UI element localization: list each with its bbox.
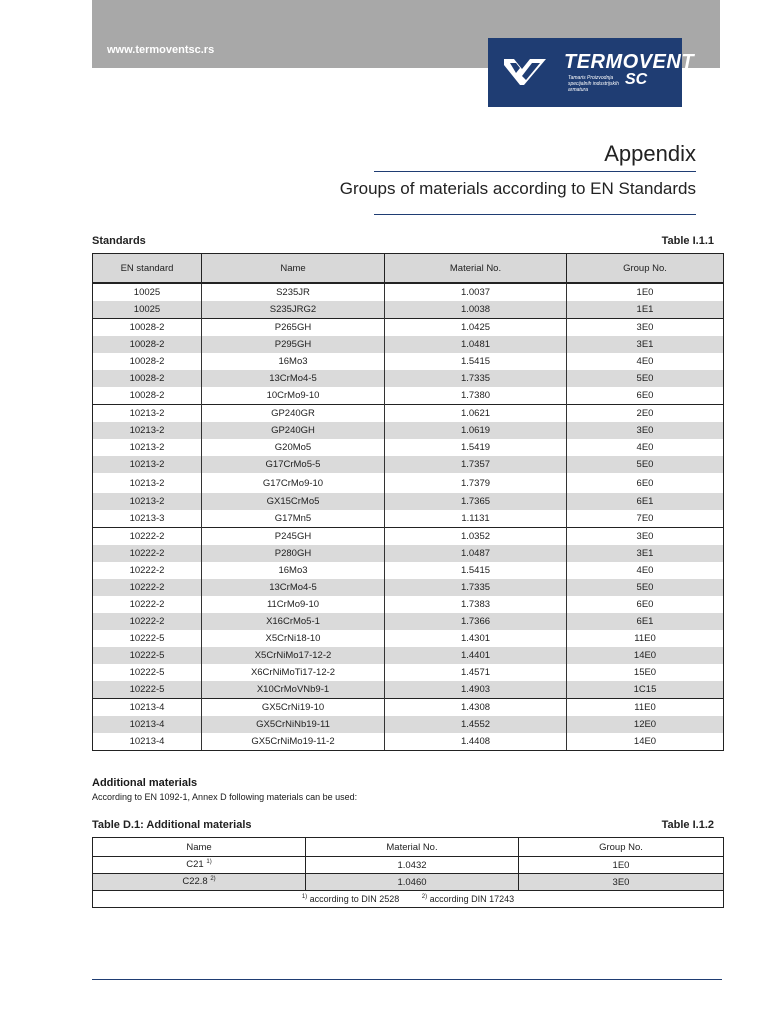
cell-en-standard: 10213-2 [93, 493, 202, 510]
cell-en-standard: 10025 [93, 283, 202, 301]
cell-name: 13CrMo4-5 [202, 579, 385, 596]
cell-material-no: 1.7335 [385, 579, 567, 596]
cell-name: X10CrMoVNb9-1 [202, 681, 385, 699]
cell-group-no: 3E1 [567, 545, 724, 562]
cell-name: G17Mn5 [202, 510, 385, 528]
cell-en-standard: 10213-2 [93, 473, 202, 493]
table-row [93, 283, 724, 301]
cell-name: X5CrNi18-10 [202, 630, 385, 647]
cell-material-no: 1.4552 [385, 716, 567, 733]
standards-caption: Standards [92, 235, 146, 247]
cell-material-no: 1.7383 [385, 596, 567, 613]
footer-rule [92, 979, 722, 980]
col-header-material-no: Material No. [385, 254, 567, 284]
table-row [93, 613, 724, 630]
cell-group-no: 1E1 [567, 301, 724, 319]
table-row [93, 473, 724, 493]
table-row [93, 681, 724, 699]
cell-name: 11CrMo9-10 [202, 596, 385, 613]
site-url[interactable]: www.termoventsc.rs [107, 44, 215, 56]
cell-material-no: 1.7365 [385, 493, 567, 510]
cell-en-standard: 10213-2 [93, 405, 202, 423]
cell-name: P280GH [202, 545, 385, 562]
cell-material-no: 1.0621 [385, 405, 567, 423]
cell-name: X16CrMo5-1 [202, 613, 385, 630]
cell-name: G17CrMo5-5 [202, 456, 385, 473]
cell-en-standard: 10222-2 [93, 579, 202, 596]
standards-table-number: Table I.1.1 [661, 235, 714, 247]
table-row [93, 545, 724, 562]
page-title: Appendix [604, 141, 696, 166]
cell-group-no: 3E0 [567, 528, 724, 546]
table-row [93, 699, 724, 717]
add-cell-group: 3E0 [519, 874, 724, 891]
cell-material-no: 1.4308 [385, 699, 567, 717]
cell-en-standard: 10213-4 [93, 716, 202, 733]
cell-group-no: 6E0 [567, 596, 724, 613]
add-col-header-group-no: Group No. [519, 838, 724, 857]
cell-material-no: 1.0352 [385, 528, 567, 546]
table-row [93, 647, 724, 664]
cell-group-no: 5E0 [567, 456, 724, 473]
cell-material-no: 1.7357 [385, 456, 567, 473]
table-row [93, 493, 724, 510]
cell-group-no: 6E1 [567, 493, 724, 510]
cell-material-no: 1.0481 [385, 336, 567, 353]
cell-name: GX5CrNiNb19-11 [202, 716, 385, 733]
add-cell-material: 1.0460 [306, 874, 519, 891]
footnote-row [93, 891, 724, 908]
table-row [93, 596, 724, 613]
cell-material-no: 1.1131 [385, 510, 567, 528]
company-logo [488, 38, 695, 107]
additional-materials-title: Additional materials [92, 777, 198, 789]
cell-material-no: 1.4903 [385, 681, 567, 699]
cell-name: GX5CrNiMo19-11-2 [202, 733, 385, 751]
col-header-en-standard: EN standard [93, 254, 202, 284]
cell-group-no: 2E0 [567, 405, 724, 423]
cell-material-no: 1.0425 [385, 319, 567, 337]
cell-group-no: 11E0 [567, 699, 724, 717]
cell-en-standard: 10222-5 [93, 630, 202, 647]
cell-material-no: 1.5419 [385, 439, 567, 456]
cell-name: S235JR [202, 283, 385, 301]
cell-material-no: 1.0038 [385, 301, 567, 319]
logo-suffix: SC [625, 71, 648, 88]
footnotes: $^{1)}$ according to DIN 2528 $^{2)}$ according DIN 17243 [93, 891, 724, 908]
cell-en-standard: 10028-2 [93, 387, 202, 405]
col-header-name: Name [202, 254, 385, 284]
table-row [93, 422, 724, 439]
cell-material-no: 1.4571 [385, 664, 567, 681]
cell-group-no: 6E1 [567, 613, 724, 630]
page-subtitle: Groups of materials according to EN Standards [339, 179, 696, 198]
cell-name: P265GH [202, 319, 385, 337]
cell-name: P295GH [202, 336, 385, 353]
cell-en-standard: 10222-2 [93, 613, 202, 630]
logo-tagline: Tamaris Proizvodnja specijalnih industrijskih armatura [568, 75, 619, 93]
cell-group-no: 4E0 [567, 439, 724, 456]
logo-name: TERMOVENT [564, 51, 695, 73]
cell-en-standard: 10213-2 [93, 422, 202, 439]
add-col-header-material-no: Material No. [306, 838, 519, 857]
cell-group-no: 6E0 [567, 387, 724, 405]
cell-group-no: 14E0 [567, 647, 724, 664]
add-cell-name: C21 $^{1)}$ [93, 857, 306, 874]
cell-name: 10CrMo9-10 [202, 387, 385, 405]
cell-en-standard: 10213-3 [93, 510, 202, 528]
cell-en-standard: 10213-4 [93, 699, 202, 717]
cell-en-standard: 10213-2 [93, 456, 202, 473]
cell-material-no: 1.7366 [385, 613, 567, 630]
cell-name: 16Mo3 [202, 562, 385, 579]
cell-en-standard: 10025 [93, 301, 202, 319]
table-row [93, 630, 724, 647]
cell-group-no: 5E0 [567, 370, 724, 387]
table-row [93, 579, 724, 596]
table-row [93, 405, 724, 423]
cell-group-no: 3E1 [567, 336, 724, 353]
cell-group-no: 7E0 [567, 510, 724, 528]
cell-en-standard: 10222-2 [93, 596, 202, 613]
cell-en-standard: 10222-2 [93, 545, 202, 562]
cell-en-standard: 10028-2 [93, 336, 202, 353]
cell-name: S235JRG2 [202, 301, 385, 319]
title-rule [374, 171, 696, 172]
cell-name: GX5CrNi19-10 [202, 699, 385, 717]
cell-group-no: 14E0 [567, 733, 724, 751]
add-col-header-name: Name [93, 838, 306, 857]
additional-caption: Table D.1: Additional materials [92, 819, 252, 831]
additional-materials-table [92, 837, 724, 908]
cell-material-no: 1.7335 [385, 370, 567, 387]
table-row [93, 439, 724, 456]
cell-name: G17CrMo9-10 [202, 473, 385, 493]
cell-material-no: 1.4301 [385, 630, 567, 647]
add-cell-material: 1.0432 [306, 857, 519, 874]
additional-table-number: Table I.1.2 [661, 819, 714, 831]
cell-en-standard: 10222-5 [93, 647, 202, 664]
cell-material-no: 1.4408 [385, 733, 567, 751]
cell-material-no: 1.0037 [385, 283, 567, 301]
table-row [93, 716, 724, 733]
cell-name: 16Mo3 [202, 353, 385, 370]
cell-en-standard: 10213-2 [93, 439, 202, 456]
cell-material-no: 1.5415 [385, 353, 567, 370]
table-row [93, 733, 724, 751]
cell-name: X6CrNiMoTi17-12-2 [202, 664, 385, 681]
cell-group-no: 1C15 [567, 681, 724, 699]
cell-en-standard: 10213-4 [93, 733, 202, 751]
cell-group-no: 6E0 [567, 473, 724, 493]
standards-table [92, 253, 724, 751]
cell-name: GP240GR [202, 405, 385, 423]
table-row [93, 528, 724, 546]
cell-material-no: 1.0619 [385, 422, 567, 439]
cell-en-standard: 10222-2 [93, 562, 202, 579]
cell-material-no: 1.7379 [385, 473, 567, 493]
table-row [93, 301, 724, 319]
cell-group-no: 3E0 [567, 422, 724, 439]
cell-group-no: 12E0 [567, 716, 724, 733]
cell-group-no: 5E0 [567, 579, 724, 596]
cell-material-no: 1.7380 [385, 387, 567, 405]
cell-en-standard: 10222-5 [93, 664, 202, 681]
cell-group-no: 11E0 [567, 630, 724, 647]
table-row [93, 353, 724, 370]
table-row [93, 336, 724, 353]
logo-mark-icon [502, 55, 548, 89]
cell-name: 13CrMo4-5 [202, 370, 385, 387]
col-header-group-no: Group No. [567, 254, 724, 284]
table-row [93, 456, 724, 473]
cell-name: G20Mo5 [202, 439, 385, 456]
cell-name: GP240GH [202, 422, 385, 439]
table-row [93, 387, 724, 405]
table-row [93, 664, 724, 681]
additional-materials-description: According to EN 1092-1, Annex D following materials can be used: [92, 792, 358, 802]
add-cell-group: 1E0 [519, 857, 724, 874]
cell-material-no: 1.0487 [385, 545, 567, 562]
cell-group-no: 4E0 [567, 562, 724, 579]
cell-material-no: 1.5415 [385, 562, 567, 579]
cell-en-standard: 10028-2 [93, 353, 202, 370]
table-row [93, 857, 724, 874]
add-cell-name: C22.8 $^{2)}$ [93, 874, 306, 891]
table-row [93, 874, 724, 891]
cell-material-no: 1.4401 [385, 647, 567, 664]
table-row [93, 319, 724, 337]
table-row [93, 510, 724, 528]
cell-name: GX15CrMo5 [202, 493, 385, 510]
table-row [93, 370, 724, 387]
cell-name: X5CrNiMo17-12-2 [202, 647, 385, 664]
table-row [93, 562, 724, 579]
cell-name: P245GH [202, 528, 385, 546]
cell-group-no: 4E0 [567, 353, 724, 370]
cell-en-standard: 10028-2 [93, 370, 202, 387]
cell-group-no: 1E0 [567, 283, 724, 301]
cell-en-standard: 10028-2 [93, 319, 202, 337]
cell-group-no: 15E0 [567, 664, 724, 681]
subtitle-rule [374, 214, 696, 215]
cell-en-standard: 10222-2 [93, 528, 202, 546]
cell-en-standard: 10222-5 [93, 681, 202, 699]
cell-group-no: 3E0 [567, 319, 724, 337]
